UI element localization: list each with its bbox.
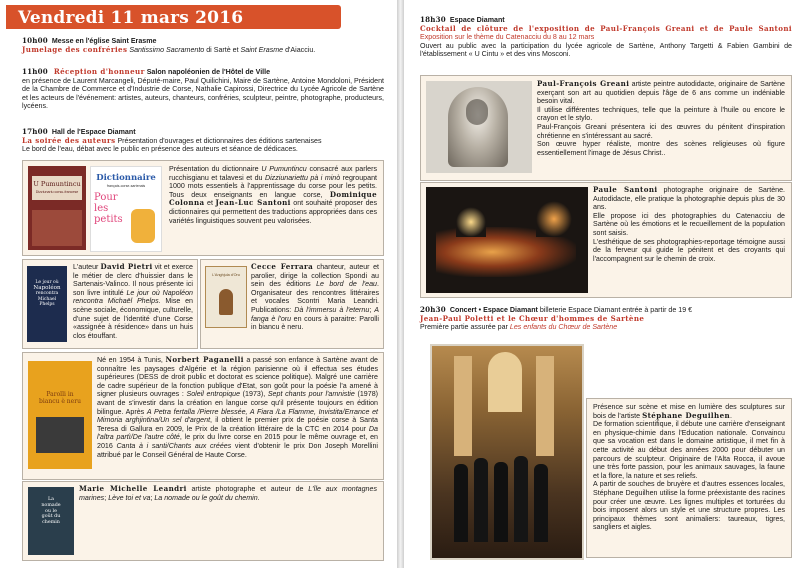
event-reception: 11h00 Réception d'honneur Salon napoléonien de l'Hôtel de Ville en présence de Laurent Marcangeli, Député-maire, Paul Quilichini, Maire de Sartène, Antoine Mondoloni, Président de la Chambre de Commerce et d'Industrie de Corse, Nathalie Capirossi, Directrice du Lycée Agricole de Sartène et les acteurs de l'événement: artistes, auteurs, chanteurs, confréries, sculpteur, peintre, photographe, producteurs, lycéens. <box>22 67 384 111</box>
ferrara-box <box>200 259 384 349</box>
paganelli-description: Né en 1954 à Tunis, Norbert Paganelli a passé son enfance à Sartène avant de connaître les paysages d'Algérie et la région parisienne où il effectua ses études supérieures (DESS de droit public et doctorat es science politique). Malgré une carrière de cadre supérieur de la fonction publique d'Etat, son goût pour la poésie l'a amené à signer plusieurs ouvrages : Soleil entropique (1973), Sept chants pour l'amnistie (1978) avant de s'investir dans la création en langue corse qu'il présente toujours en édition bilingue. Après A Petra fertalla /Pierre blessée, A Fiara /La Flamme, Invistita/Errance et Mimoria arghjintina/Un sel d'argent, il obtient le premier prix de poésie corse à Santa Teresa di Gallura en 2009, le Prix de la création littéraire de la CTC en 2014 pour Da l'altra partì/De l'autre côté, le prix du livre corse en 2015 pour le même ouvrage et, en 2016 Canta à i santi/Chants aux créées vient d'obtenir le prix Don Joseph Morellini attribué par le Conseil Général de Haute Corse. <box>97 355 379 459</box>
date-banner <box>6 5 341 29</box>
event-subtitle: Réception d'honneur <box>53 67 145 76</box>
event-subtitle: Cocktail de clôture de l'exposition de Paul-François Greani et de Paule Santoni <box>420 23 792 33</box>
event-body: Ouvert au public avec la participation du lycée agricole de Sartène, Anthony Targetti & Fabien Gambini de l'établissement « U Cintu » et des vins Mosconi. <box>420 41 792 59</box>
author-name: Norbert Paganelli <box>165 355 244 364</box>
book-cover-dictionnaire: Dictionnaire français-corse-sartenais Pour les petits <box>90 166 162 252</box>
ferrara-description: Cecce Ferrara chanteur, auteur et parolier, dirige la collection Spondi au sein des éditions Le bord de l'eau. Organisateur des rencontres littéraires et vocales Scontri Maria Leandri. Publications: Dà l'immersu à l'eternu; A fanga è l'oru en cours à paraitre: Parolli in biancu è neru. <box>251 262 379 332</box>
event-subtitle: La soirée des auteurs <box>22 135 116 145</box>
event-subtitle: Jean-Paul Poletti et le Chœur d'hommes de Sartène <box>420 313 645 323</box>
author-name: Paule Santoni <box>593 185 658 194</box>
event-concert: 20h30 Concert • Espace Diamant billeterie Espace Diamant entrée à partir de 19 € Jean-Paul Poletti et le Chœur d'hommes de Sartène Première partie assurée par Les enfants du Chœur de Sartène <box>420 305 693 332</box>
dictionary-description: Présentation du dictionnaire U Pumuntincu consacré aux parlers rucchisgianu et talavesi et du Dizziunariettu pà i minò regroupant 1000 mots essentiels à l'apprentissage du corse pour les petits. Tous deux enseignants en langue corse, Dominique Colonna et Jean-Luc Santoni ont souhaité proposer des dictionnaires qui permettent des traductions appropriées dans ces variétés linguistiques souvent peu valorisées. <box>169 165 378 225</box>
book-cover-nomade: La nomade ou le goût du chemin <box>28 487 74 555</box>
author-name: Jean-Luc Santoni <box>215 198 291 208</box>
photo-santoni-catenacciu <box>426 187 588 293</box>
author-name: Cecce Ferrara <box>251 262 314 271</box>
santoni-box <box>420 182 792 298</box>
page-gutter <box>397 0 404 568</box>
right-page <box>404 0 801 568</box>
event-subtitle: Jumelage des confréries <box>22 44 128 54</box>
author-name: Stéphane Deguilhen <box>642 410 731 420</box>
book-cover-parolli: Parolli in biancu è neru <box>28 361 92 469</box>
santoni-description: Paule Santoni photographe originaire de Sartène. Autodidacte, elle pratique la photographie depuis plus de 30 ans. Elle propose ici des photographies du Catenacciu de Sartène où les émotions et le recueillement de la population sont saisis. L'esthétique de ses photographies-reportage témoigne aussi de la ferveur qui guide le pénitent et des croyants qui l'accompagnent sur le chemin de croix. <box>593 185 786 263</box>
date-title: Vendredi 11 mars 2016 <box>18 8 244 28</box>
event-soiree-auteurs: 17h00 Hall de l'Espace Diamant La soirée des auteurs Présentation d'ouvrages et dictionnaires des éditions sartenaises Le bord de l'eau, débat avec le public en présence des auteurs et séance de dédicaces. <box>22 127 322 154</box>
author-name: Paul-François Greani <box>537 79 630 88</box>
book-cover-anghjula: L'Anghjula d'Oru <box>205 266 247 328</box>
author-name: David Pietri <box>100 262 153 271</box>
left-page <box>0 0 397 568</box>
photo-choir-concert <box>430 344 584 560</box>
book-cover-pumuntincu: U Pumuntincu Dizziunariu corsu-francese <box>28 166 86 250</box>
leandri-description: Marie Michelle Leandri artiste photographe et auteur de L'île aux montagnes marines; Lève toi et va; La nomade ou le goût du chemin. <box>79 484 377 502</box>
event-body: en présence de Laurent Marcangeli, Député-maire, Paul Quilichini, Maire de Sartène, Antoine Mondoloni, Président de la Chambre de Commerce et d'Industrie de Corse, Nathalie Capirossi, Directrice du Lycée Agricole de Sartène et les acteurs de l'événement: artistes, auteurs, chanteurs, confréries, sculpteur, peintre, photographe, producteurs, lycéens. <box>22 76 384 111</box>
event-messe: 10h00 Messe en l'église Saint Erasme Jumelage des confréries Santissimo Sacramento di Sartè et Saint Erasme d'Aiacciu. <box>22 36 316 54</box>
event-heading: Messe en l'église Saint Erasme <box>51 37 157 45</box>
event-time: 10h00 <box>22 36 48 45</box>
book-cover-napoleon: Le jour où Napoléon rencontra Michael Phelps <box>27 266 67 342</box>
pietri-box <box>22 259 198 349</box>
event-cocktail: 18h30 Espace Diamant Cocktail de clôture de l'exposition de Paul-François Greani et de Paule Santoni Exposition sur le thème du Catenacciu du 8 au 12 mars Ouvert au public avec la participation du lycée agricole de Sartène, Anthony Targetti & Fabien Gambini de l'établissement « U Cintu » et des vins Mosconi. <box>420 15 792 59</box>
author-name: Dominique Colonna <box>169 189 377 208</box>
dictionary-box <box>22 160 384 256</box>
paganelli-box <box>22 352 384 480</box>
author-name: Marie Michelle Leandri <box>79 484 187 493</box>
deguilhen-description: Présence sur scène et mise en lumière des sculptures sur bois de l'artiste Stéphane Deguilhen. De formation scientifique, il débute une carrière d'enseignant en physique-chimie dans l'Education nationale. Convaincu que sa vocation est dans le domaine artistique, il met fin à cette activité au début des années 2000 pour débuter un parcours de sculpteur. Originaire de l'Alta Rocca, il avoue une très forte passion, pour les animaux sauvages, la faune et la flore, la nature et ses reliefs. A partir de souches de bruyère et d'autres essences locales, Stéphane Deguilhen utilise la forme préexistante des racines pour créer une œuvre. Les lignes multiples et torturées du bois imposent alors un style et une structure propres. Les principaux thèmes sont animaliers: taureaux, tigres, sangliers et aigles. <box>593 403 785 532</box>
pietri-description: L'auteur David Pietri vit et exerce le métier de clerc d'huissier dans le Sartenais-Valinco. Il nous présente ici son livre intitulé Le jour où Napoléon rencontra Michaël Phelps. Mise en scène sociale, économique, culturelle, d'une sujet de l'identité d'une Corse «assignée à résidence» dans un huis clos étouffant. <box>73 262 194 340</box>
leandri-box <box>22 481 384 561</box>
greani-box <box>420 75 792 181</box>
deguilhen-box <box>586 398 792 558</box>
photo-greani-painting <box>426 81 532 173</box>
greani-description: Paul-François Greani artiste peintre autodidacte, originaire de Sartène exerçant son art au quotidien depuis l'âge de 6 ans comme un indéniable besoin vital. Il utilise différentes techniques, telle que la peinture à l'huile ou encore le crayon et le stylo. Paul-François Greani présentera ici des œuvres du pénitent d'inspiration chrétienne en s'intéressant au sacré. Son œuvre hyper réaliste, montre des scènes religieuses où figure essentiellement l'image de Jésus Christ.. <box>537 79 785 157</box>
